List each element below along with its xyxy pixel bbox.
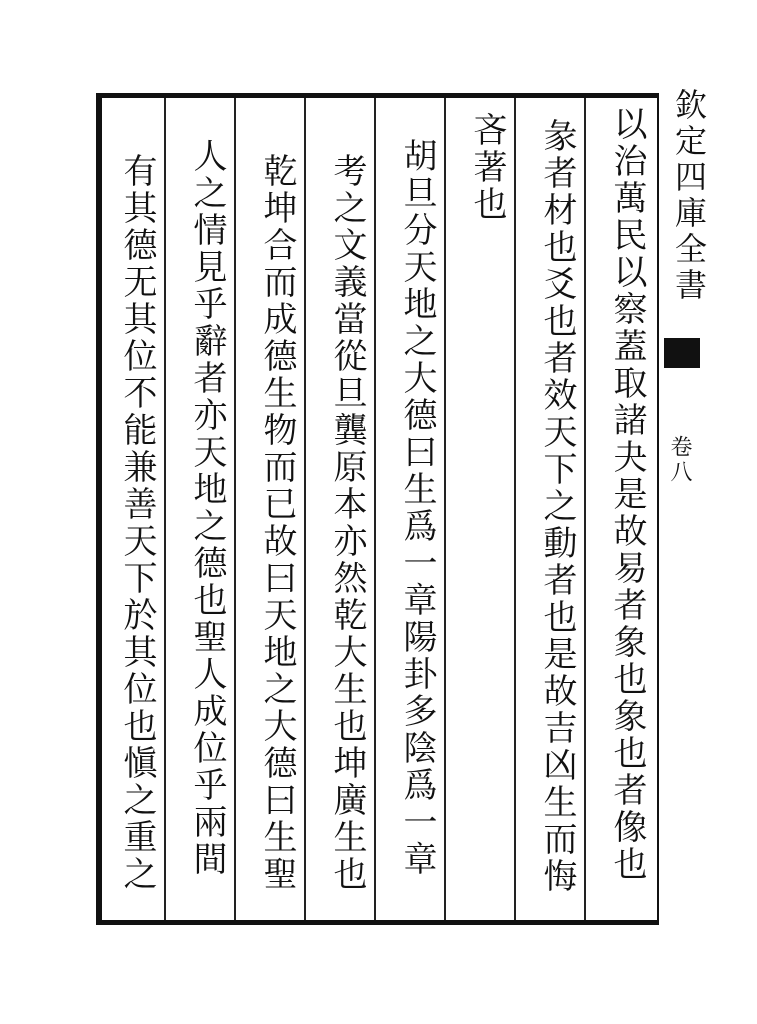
margin-volume: 卷八 <box>667 435 692 485</box>
text-column-6: 乾坤合而成德生物而已故曰天地之大德曰生聖 <box>257 153 297 893</box>
text-column-1: 以治萬民以察蓋取諸夬是故易者象也象也者像也 <box>607 106 647 883</box>
fish-tail-mark <box>664 338 700 368</box>
text-column-8: 有其德无其位不能兼善天下於其位也愼之重之 <box>117 153 157 893</box>
text-column-5: 考之文義當從旦龔原本亦然乾大生也坤廣生也 <box>327 153 367 893</box>
column-divider <box>374 98 376 920</box>
text-column-3: 吝著也 <box>467 112 507 223</box>
text-frame <box>96 93 659 925</box>
column-divider <box>584 98 586 920</box>
margin-title: 欽定四庫全書 <box>670 88 708 304</box>
column-divider <box>164 98 166 920</box>
column-divider <box>304 98 306 920</box>
text-column-2: 彖者材也爻也者效天下之動者也是故吉凶生而悔 <box>537 118 577 895</box>
column-divider <box>444 98 446 920</box>
text-column-7: 人之情見乎辭者亦天地之德也聖人成位乎兩間 <box>187 138 227 878</box>
column-divider <box>514 98 516 920</box>
column-divider <box>234 98 236 920</box>
text-column-4: 胡旦分天地之大德曰生爲一章陽卦多陰爲一章 <box>397 138 437 878</box>
